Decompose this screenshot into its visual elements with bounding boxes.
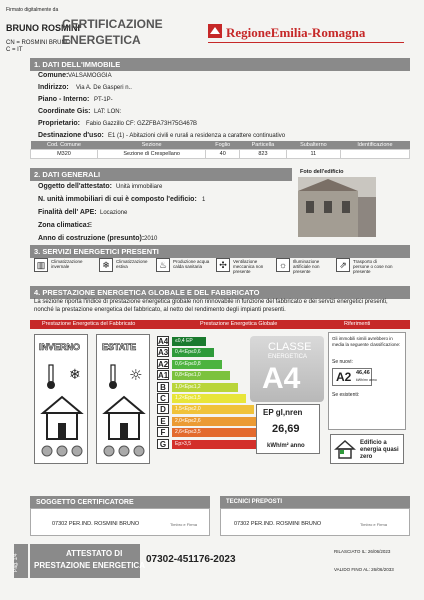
energy-class-label: A3 — [158, 348, 169, 357]
svg-text:❄: ❄ — [69, 367, 81, 383]
energy-class-label: A4 — [158, 337, 169, 346]
certifier-value: 07302 PER.IND. ROSMINI BRUNO — [52, 521, 140, 527]
service-hot-water-label: Produzione acqua calda sanitaria — [173, 259, 210, 269]
indirizzo-label: Indirizzo: — [38, 84, 69, 91]
coordinate-value: LAT: LON: — [94, 109, 122, 115]
service-lighting — [276, 258, 332, 274]
destinazione-label: Destinazione d'uso: — [38, 132, 104, 139]
reference-class-value: A2 — [336, 370, 352, 384]
region-logo-icon — [208, 24, 222, 38]
service-ventilation — [216, 258, 272, 274]
service-transport — [336, 258, 392, 274]
service-lighting-label: Illuminazione artificiale non presente — [293, 259, 320, 274]
col-fabbricato: Prestazione Energetica del Fabbricato — [42, 321, 136, 327]
summer-label: ESTATE — [102, 342, 137, 352]
service-cooling — [99, 258, 155, 274]
energy-class-bar: Ep>3,5 — [172, 440, 278, 449]
unita-value: 1 — [202, 197, 206, 203]
energy-class-value: A4 — [262, 362, 301, 395]
energy-class-label: C — [157, 393, 169, 403]
cadastre-header-cell: Sezione — [97, 141, 206, 150]
fan-icon: ✣ — [216, 258, 230, 272]
energy-class-bar: 0,4<Ep≤0,6 — [172, 348, 214, 357]
certifier-sign: Timbro e Firma — [170, 522, 197, 527]
cadastre-header-cell: Identificazione — [340, 141, 409, 150]
cadastre-row — [31, 150, 410, 159]
cadastre-cell: 823 — [239, 150, 286, 159]
reference-existing-label: Se esistenti: — [332, 392, 360, 398]
nzeb-house-icon — [334, 438, 356, 460]
energy-class-bar: ≤0,4 EP — [172, 337, 206, 346]
building-photo — [298, 177, 376, 237]
service-heating — [34, 258, 90, 274]
attestato-line2: PRESTAZIONE ENERGETICA — [34, 561, 145, 570]
energy-class-label: B — [157, 382, 169, 392]
rilasciato-date: RILASCIATO IL: 26/06/2023 — [334, 549, 391, 554]
section-1-header: 1. DATI DELL'IMMOBILE — [30, 58, 410, 71]
cadastre-cell: 40 — [206, 150, 239, 159]
region-logo — [208, 24, 222, 38]
service-heating-label: Climatizzazione invernale — [51, 259, 83, 269]
anno-label: Anno di costruzione (presunto): — [38, 235, 145, 242]
certifier-title: SOGGETTO CERTIFICATORE — [36, 499, 134, 506]
destinazione-value: E1 (1) - Abitazioni civili e rurali a residenza a carattere continuativo — [108, 133, 286, 139]
ep-unit: kWh/m² anno — [267, 443, 305, 449]
radiator-icon: ▥ — [34, 258, 48, 272]
cadastre-cell: Sezione di Crespellano — [97, 150, 206, 159]
service-cooling-label: Climatizzazione estiva — [116, 259, 148, 269]
reference-value: 46,46 — [356, 370, 370, 376]
reference-new-label: Se nuovi: — [332, 359, 353, 365]
piano-value: PT-1P- — [94, 97, 113, 103]
region-name: RegioneEmilia-Romagna — [226, 25, 366, 40]
cadastre-header-cell: Subalterno — [286, 141, 340, 150]
photo-label: Foto dell'edificio — [300, 169, 344, 175]
indirizzo-value: Via A. De Gasperi n.. — [76, 85, 132, 91]
ep-label: EP gl,nren — [263, 408, 303, 417]
bulb-icon: ☼ — [276, 258, 290, 272]
section-1-body — [30, 70, 410, 140]
section-4-intro: La sezione riporta l'indice di prestazione energetica globale non rinnovabile in funzione del fabbricato e dei servizi energetici presenti, nonché la prestazione energetica del fabbricato, al netto del rendimento degli impianti presenti. — [34, 299, 388, 314]
signature-cn: CN = ROSMINI BRUNO — [6, 40, 71, 46]
energy-class-bar: 2,6<Ep≤3,5 — [172, 428, 270, 437]
energy-class-bar: 0,8<Ep≤1,0 — [172, 371, 230, 380]
reference-text: Gli immobili simili avrebbero in media la seguente classificazione: — [332, 336, 401, 347]
winter-label: INVERNO — [39, 342, 81, 352]
attestato-line1: ATTESTATO DI — [66, 549, 123, 558]
cadastre-header-cell: Foglio — [206, 141, 239, 150]
unita-label: N. unità immobiliari di cui è composto l'edificio: — [38, 196, 197, 203]
summer-illustration — [101, 361, 147, 461]
attestato-code: 07302-451176-2023 — [146, 554, 236, 565]
energy-class-label: F — [157, 427, 169, 437]
piano-label: Piano - Interno: — [38, 96, 90, 103]
energetica-label: ENERGETICA — [268, 354, 308, 360]
cadastre-header-row — [31, 141, 410, 150]
finalita-value: Locazione — [100, 210, 128, 216]
energy-class-label: G — [157, 439, 169, 449]
section-4-header: 4. PRESTAZIONE ENERGETICA GLOBALE E DEL FABBRICATO — [30, 286, 410, 299]
cadastre-header-cell: Particella — [239, 141, 286, 150]
comune-value: VALSAMOGGIA — [68, 73, 112, 79]
signature-name: BRUNO ROSMINI — [6, 23, 80, 33]
page-number: Pag. 1/4 — [13, 553, 19, 572]
signature-caption: Firmato digitalmente da — [6, 7, 59, 13]
service-hot-water — [156, 258, 212, 274]
document-title: CERTIFICAZIONE — [62, 17, 163, 31]
energy-class-label: A2 — [158, 360, 169, 369]
col-globale: Prestazione Energetica Globale — [200, 321, 278, 327]
coordinate-label: Coordinate Gis: — [38, 108, 91, 115]
energy-class-bar: 1,2<Ep≤1,5 — [172, 394, 246, 403]
reference-unit: kWh/m² anno — [356, 378, 377, 382]
service-ventilation-label: Ventilazione meccanica non presente — [233, 259, 264, 274]
energy-class-bar: 2,0<Ep≤2,6 — [172, 417, 262, 426]
oggetto-label: Oggetto dell'attestato: — [38, 183, 112, 190]
oggetto-value: Unità immobiliare — [116, 184, 163, 190]
snowflake-icon: ❄ — [99, 258, 113, 272]
comune-label: Comune: — [38, 72, 69, 79]
signature-c: C = IT — [6, 47, 23, 53]
energy-class-label: D — [157, 404, 169, 414]
cadastre-cell: 11 — [286, 150, 340, 159]
energy-class-bar: 1,5<Ep≤2,0 — [172, 405, 254, 414]
summer-panel — [96, 334, 150, 464]
energy-class-bar: 1,0<Ep≤1,2 — [172, 383, 238, 392]
cadastre-header-cell: Cod. Comune — [31, 141, 98, 150]
classe-label: CLASSE — [268, 341, 312, 353]
zona-label: Zona climatica: — [38, 222, 89, 229]
zona-value: E — [88, 223, 93, 229]
col-riferimenti: Riferimenti — [344, 321, 371, 327]
cadastre-table — [30, 141, 410, 159]
header-rule — [208, 42, 404, 43]
energy-class-label: A1 — [158, 371, 169, 380]
cadastre-cell — [340, 150, 409, 159]
building-photo-image — [298, 177, 376, 237]
finalita-label: Finalità dell' APE: — [38, 209, 97, 216]
escalator-icon: ⇗ — [336, 258, 350, 272]
valido-date: VALIDO FINO AL: 26/06/2033 — [334, 567, 394, 572]
section-2-header: 2. DATI GENERALI — [30, 168, 292, 181]
energy-class-label: E — [157, 416, 169, 426]
tech-sign: Timbro e Firma — [360, 522, 387, 527]
cadastre-cell: M320 — [31, 150, 98, 159]
anno-value: 2010 — [144, 236, 158, 242]
svg-text:☼: ☼ — [129, 366, 143, 384]
nzeb-label: Edificio a energia quasi zero — [360, 440, 399, 461]
tap-icon: ♨ — [156, 258, 170, 272]
proprietario-label: Proprietario: — [38, 120, 81, 127]
proprietario-value: Fabio Gazzillo CF: GZZFBA73H75G467B — [86, 121, 198, 127]
energy-class-bar: 0,6<Ep≤0,8 — [172, 360, 222, 369]
service-transport-label: Trasporto di persone o cose non presente — [353, 259, 393, 274]
winter-panel — [34, 334, 88, 464]
winter-illustration — [39, 361, 85, 461]
document-title-line2: ENERGETICA — [62, 33, 141, 47]
tech-title: TECNICI PREPOSTI — [226, 499, 283, 505]
ep-value: 26,69 — [272, 423, 300, 435]
tech-value: 07302 PER.IND. ROSMINI BRUNO — [234, 521, 322, 527]
section-3-header: 3. SERVIZI ENERGETICI PRESENTI — [30, 245, 410, 258]
